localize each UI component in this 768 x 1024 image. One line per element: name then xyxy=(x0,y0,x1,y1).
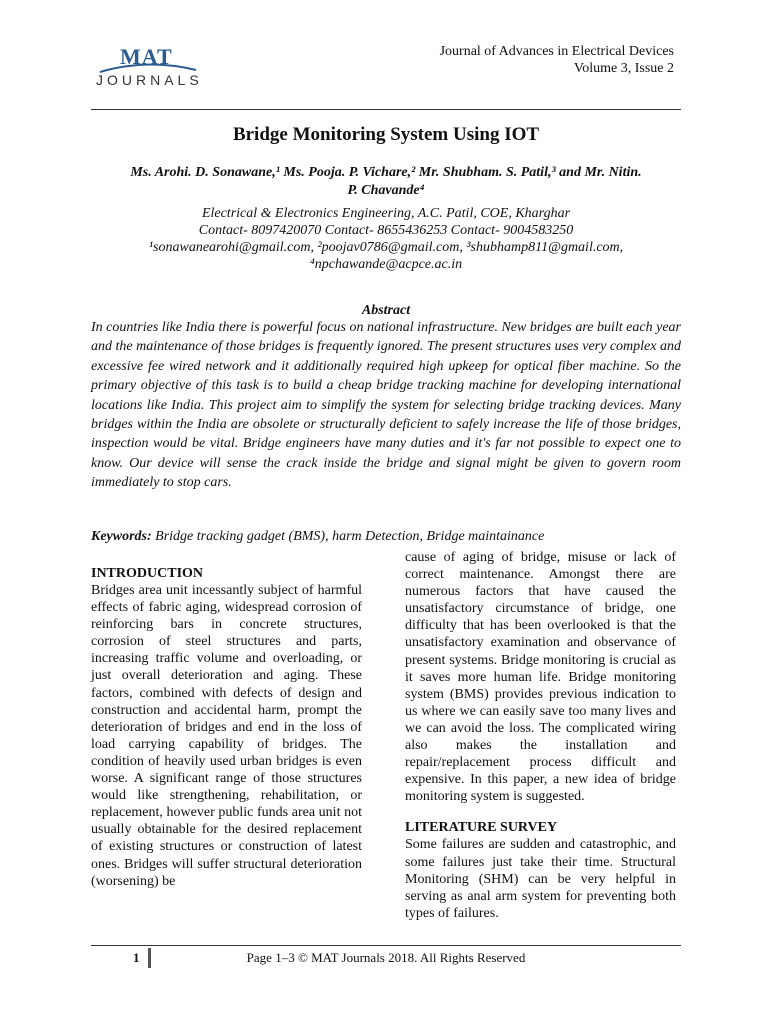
affiliation: Electrical & Electronics Engineering, A.C. Patil, COE, Kharghar xyxy=(201,206,571,221)
introduction-heading: INTRODUCTION xyxy=(91,566,204,581)
header-rule xyxy=(91,109,681,110)
keywords-label: Keywords: xyxy=(91,529,152,544)
mat-journals-logo xyxy=(94,44,204,94)
affiliation-block xyxy=(91,205,681,273)
authors-line-2: P. Chavande⁴ xyxy=(347,183,425,198)
abstract-heading: Abstract xyxy=(361,303,411,318)
left-column xyxy=(91,565,362,890)
journal-volume: Volume 3, Issue 2 xyxy=(573,61,674,76)
footer-rule xyxy=(91,945,681,946)
logo-mat-text: MAT xyxy=(120,44,173,69)
logo-journals-text: JOURNALS xyxy=(96,72,203,88)
keywords-text: Bridge tracking gadget (BMS), harm Detection, Bridge maintainance xyxy=(151,529,545,544)
literature-survey-heading: LITERATURE SURVEY xyxy=(405,820,558,836)
footer-text: Page 1–3 © MAT Journals 2018. All Rights Reserved xyxy=(246,950,526,965)
authors-line-1: Ms. Arohi. D. Sonawane,¹ Ms. Pooja. P. Vichare,² Mr. Shubham. S. Patil,³ and Mr. Nitin. xyxy=(130,165,642,180)
paper-authors xyxy=(91,164,681,200)
contacts: Contact- 8097420070 Contact- 8655436253 Contact- 9004583250 xyxy=(198,223,574,238)
paper-title: Bridge Monitoring System Using IOT xyxy=(232,124,540,145)
introduction-continued-text: cause of aging of bridge, misuse or lack of correct maintenance. Amongst there are numerous factors that have caused the unsatisfactory circumstance of bridge, one difficulty that has been overlooked is that the unsatisfactory examination and observance of present systems. Bridge monitoring is crucial as it saves more human life. Bridge monitoring system (BMS) provides previous indication to us where we can easily save too many lives and we can avoid the loss. The complicated wiring also makes the installation and repair/replacement process difficult and expensive. In this paper, a new idea of bridge monitoring system is suggested. xyxy=(405,550,676,805)
literature-survey-text: Some failures are sudden and catastrophic, and some failures just take their time. Structural Monitoring (SHM) can be very helpful in serving as anal arm system for preventing both types of failures. xyxy=(405,837,676,921)
emails-line-2: ⁴npchawande@acpce.ac.in xyxy=(309,257,463,272)
introduction-text: Bridges area unit incessantly subject of harmful effects of fabric aging, widespread corrosion of reinforcing bars in concrete structures, corrosion of steel structures and parts, increasing traffic volume and overloading, or just overall deterioration and aging. These factors, combined with defects of design and construction and accidental harm, prompt the deterioration of bridges and end in the loss of load carrying capability of bridges. The condition of heavily used urban bridges is even worse. A significant range of those structures would like strengthening, rehabilitation, or replacement, however public funds area unit not usually obtainable for the desired replacement of existing structures or construction of latest ones. Bridges will suffer structural deterioration (worsening) be xyxy=(91,583,362,889)
page-number: 1 xyxy=(133,950,140,965)
keywords xyxy=(91,529,681,545)
journal-info xyxy=(440,43,674,77)
journal-name: Journal of Advances in Electrical Devices xyxy=(439,44,674,59)
abstract-text: In countries like India there is powerful focus on national infrastructure. New bridges are built each year and the maintenance of those bridges is frequently ignored. The present structures uses very complex and excessive fee wired network and it additionally required high upkeep for optical fiber machine. So the primary objective of this task is to build a cheap bridge tracking machine for developing international locations like India. This project aim to simplify the system for selecting bridge tracking devices. Many bridges within the India are obsolete or structurally deficient to safely increase the life of those bridges, inspection would be vital. Bridge engineers have many duties and it's far not possible to expect one to know. Our device will sense the crack inside the bridge and signal might be given to govern room immediately to stop cars. xyxy=(91,320,681,491)
emails-line-1: ¹sonawanearohi@gmail.com, ²poojav0786@gmail.com, ³shubhamp811@gmail.com, xyxy=(148,240,624,255)
right-column xyxy=(405,549,676,922)
